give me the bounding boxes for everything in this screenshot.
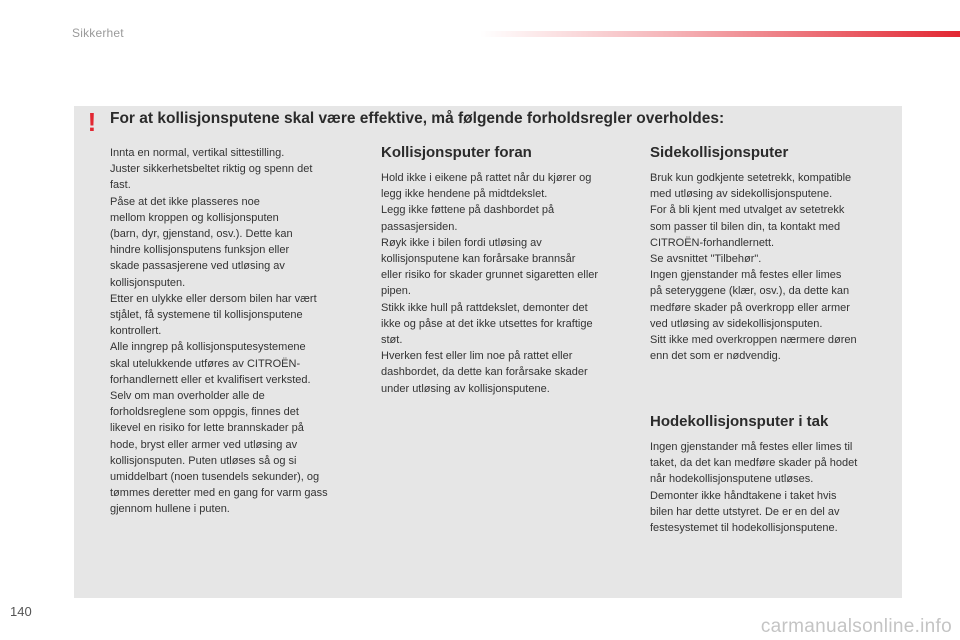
- text-line: CITROËN-forhandlernett.: [650, 236, 775, 249]
- text-line: medføre skader på overkropp eller armer: [650, 301, 850, 314]
- text-line: fast.: [110, 179, 131, 192]
- text-line: ved utløsing av sidekollisjonsputen.: [650, 317, 823, 330]
- section-label: Sikkerhet: [72, 26, 124, 40]
- text-line: Innta en normal, vertikal sittestilling.: [110, 147, 285, 159]
- text-line: skal utelukkende utføres av CITROËN-: [110, 357, 301, 370]
- text-line: Stikk ikke hull på rattdekslet, demonter det: [381, 301, 588, 314]
- text-line: forholdsreglene som oppgis, finnes det: [110, 406, 299, 419]
- front-airbags-text: [381, 170, 631, 397]
- text-line: kollisjonsputene kan forårsake brannsår: [381, 253, 576, 266]
- text-line: mellom kroppen og kollisjonsputen: [110, 211, 279, 224]
- text-line: Alle inngrep på kollisjonsputesystemene: [110, 341, 306, 354]
- text-line: bilen har dette utstyret. De er en del av: [650, 505, 840, 518]
- text-line: taket, da det kan medføre skader på hodet: [650, 457, 858, 470]
- text-line: passasjersiden.: [381, 220, 458, 233]
- text-line: tømmes deretter med en gang for varm gass: [110, 487, 328, 500]
- text-line: støt.: [381, 334, 403, 347]
- text-line: hindre kollisjonsputens funksjon eller: [110, 244, 290, 257]
- text-line: festesystemet til hodekollisjonsputene.: [650, 522, 838, 535]
- curtain-airbags-text: [650, 439, 890, 536]
- text-line: Ingen gjenstander må festes eller limes til: [650, 441, 853, 453]
- text-line: (barn, dyr, gjenstand, osv.). Dette kan: [110, 228, 293, 241]
- text-line: Selv om man overholder alle de: [110, 390, 265, 403]
- side-airbags-text: [650, 170, 890, 364]
- curtain-airbags-heading: Hodekollisjonsputer i tak: [650, 413, 829, 430]
- text-line: skade passasjerene ved utløsing av: [110, 260, 285, 273]
- header-accent-bar: [480, 31, 960, 37]
- warning-title: For at kollisjonsputene skal være effektive, må følgende forholdsregler overholdes:: [110, 110, 725, 127]
- text-line: Se avsnittet "Tilbehør".: [650, 253, 762, 266]
- text-line: Sitt ikke med overkroppen nærmere døren: [650, 334, 857, 347]
- text-line: når hodekollisjonsputene utløses.: [650, 473, 814, 486]
- text-line: som passer til bilen din, ta kontakt med: [650, 220, 841, 233]
- curtain-airbags-column: [650, 413, 890, 536]
- text-line: legg ikke hendene på midtdekslet.: [381, 188, 548, 201]
- text-line: med utløsing av sidekollisjonsputene.: [650, 188, 833, 201]
- text-line: ikke og påse at det ikke utsettes for kraftige: [381, 317, 593, 330]
- text-line: Etter en ulykke eller dersom bilen har vært: [110, 292, 317, 305]
- text-line: gjennom hullene i puten.: [110, 503, 230, 516]
- front-airbags-heading: Kollisjonsputer foran: [381, 144, 532, 161]
- text-line: Bruk kun godkjente setetrekk, kompatible: [650, 172, 852, 184]
- text-line: For å bli kjent med utvalget av setetrekk: [650, 204, 845, 217]
- side-airbags-heading: Sidekollisjonsputer: [650, 144, 789, 161]
- text-line: Demonter ikke håndtakene i taket hvis: [650, 489, 837, 502]
- text-line: likevel en risiko for lette brannskader på: [110, 422, 304, 435]
- text-line: Hold ikke i eikene på rattet når du kjører og: [381, 172, 592, 184]
- general-precautions-column: [110, 145, 365, 518]
- text-line: Påse at det ikke plasseres noe: [110, 195, 260, 208]
- text-line: på seteryggene (klær, osv.), da dette kan: [650, 285, 850, 298]
- text-line: pipen.: [381, 285, 411, 298]
- text-line: kollisjonsputen.: [110, 276, 186, 289]
- text-line: Juster sikkerhetsbeltet riktig og spenn det: [110, 163, 313, 176]
- text-line: kontrollert.: [110, 325, 162, 338]
- side-airbags-column: [650, 144, 890, 364]
- text-line: eller risiko for skader grunnet sigaretten eller: [381, 269, 599, 282]
- text-line: Ingen gjenstander må festes eller limes: [650, 269, 842, 282]
- general-precautions-text: [110, 145, 365, 518]
- text-line: umiddelbart (noen tusendels sekunder), og: [110, 471, 320, 484]
- text-line: Legg ikke føttene på dashbordet på: [381, 204, 555, 217]
- text-line: under utløsing av kollisjonsputene.: [381, 382, 550, 395]
- page-number: 140: [10, 604, 32, 619]
- watermark: carmanualsonline.info: [760, 616, 952, 637]
- warning-exclamation-icon: !: [87, 107, 97, 137]
- text-line: Hverken fest eller lim noe på rattet eller: [381, 350, 573, 363]
- text-line: dashbordet, da dette kan forårsake skader: [381, 366, 588, 379]
- text-line: Røyk ikke i bilen fordi utløsing av: [381, 236, 542, 249]
- text-line: forhandlernett eller et kvalifisert verksted.: [110, 373, 311, 386]
- text-line: stjålet, få systemene til kollisjonsputene: [110, 309, 303, 322]
- text-line: enn det som er nødvendig.: [650, 350, 781, 363]
- front-airbags-column: [381, 144, 631, 397]
- text-line: hode, bryst eller armer ved utløsing av: [110, 438, 298, 451]
- text-line: kollisjonsputen. Puten utløses så og si: [110, 454, 297, 467]
